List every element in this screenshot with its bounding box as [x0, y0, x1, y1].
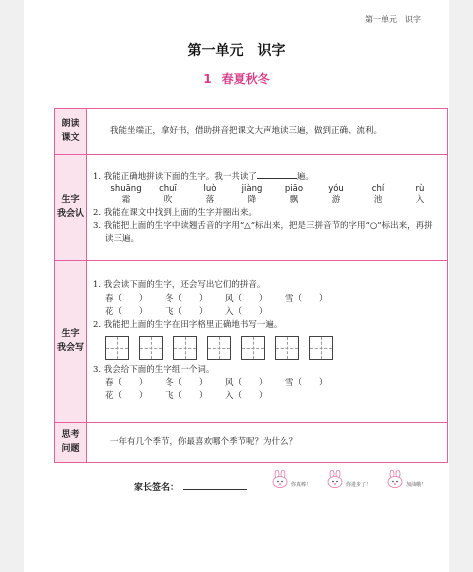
- row-read-aloud: [55, 109, 448, 155]
- bunny-sticker-icon: [385, 470, 405, 488]
- char-cell: chuī 吹: [159, 183, 177, 206]
- worksheet-page: [24, 0, 449, 572]
- pinyin-blank[interactable]: 飞（ ）: [165, 306, 208, 317]
- char-cell: shuāng 霜: [110, 183, 142, 206]
- tianzige-box[interactable]: [173, 336, 197, 360]
- label-recognize: 生字 我会认: [55, 155, 87, 261]
- tianzige-row: [93, 332, 441, 364]
- tianzige-box[interactable]: [241, 336, 265, 360]
- unit-title: 第一单元 识字: [187, 43, 286, 59]
- bunny-sticker-icon: [270, 470, 290, 488]
- read-count-blank[interactable]: [257, 169, 297, 179]
- signature-line[interactable]: [183, 480, 247, 490]
- pinyin-blank[interactable]: 入（ ）: [225, 306, 268, 317]
- sticker-1[interactable]: 你真棒！: [270, 470, 311, 488]
- word-blank[interactable]: 雪（ ）: [285, 378, 328, 389]
- char-cell: yóu 游: [328, 183, 344, 206]
- read-aloud-instruction: 我能坐端正，拿好书，借助拼音把课文大声地读三遍，做到正确、流利。: [110, 125, 383, 136]
- pinyin-character-grid: [93, 184, 441, 207]
- word-blank[interactable]: 入（ ）: [225, 391, 268, 402]
- word-blank[interactable]: 风（ ）: [225, 378, 268, 389]
- char-cell: jiàng 降: [241, 183, 263, 206]
- think-question: 一年有几个季节，你最喜欢哪个季节呢？为什么？: [110, 436, 298, 447]
- write-item-3: 3. 我会给下面的生字组一个词。: [93, 365, 215, 376]
- write-item-2: 2. 我能把上面的生字在田字格里正确地书写一遍。: [93, 319, 283, 330]
- tianzige-box[interactable]: [309, 336, 333, 360]
- bunny-sticker-icon: [325, 470, 345, 488]
- word-fill-row: [93, 377, 441, 390]
- tianzige-box[interactable]: [139, 336, 163, 360]
- label-read-aloud: 朗读 课文: [55, 109, 87, 155]
- label-think: 思考 问题: [55, 423, 87, 463]
- char-cell: rù 入: [415, 183, 425, 206]
- parent-signature: [134, 480, 247, 493]
- word-blank[interactable]: 花（ ）: [105, 391, 148, 402]
- recognize-item-2: 2. 我能在课文中找到上面的生字并圈出来。: [93, 207, 257, 218]
- pinyin-blank[interactable]: 雪（ ）: [285, 293, 328, 304]
- tianzige-box[interactable]: [275, 336, 299, 360]
- reward-stickers: [270, 470, 426, 488]
- recognize-item-3: 3. 我能把上面的生字中读翘舌音的字用“△”标出来，把是三拼音节的字用“○”标出来，再拼读三遍。: [93, 220, 433, 245]
- row-write: [55, 261, 448, 423]
- label-write: 生字 我会写: [55, 261, 87, 423]
- write-item-1: 1. 我会读下面的生字，还会写出它们的拼音。: [93, 280, 266, 291]
- word-blank[interactable]: 冬（ ）: [165, 378, 208, 389]
- running-header: 第一单元 识字: [365, 15, 421, 24]
- sticker-2[interactable]: 你进步了！: [325, 470, 371, 488]
- tianzige-box[interactable]: [105, 336, 129, 360]
- pinyin-blank[interactable]: 春（ ）: [105, 293, 148, 304]
- row-recognize: [55, 155, 448, 261]
- exercise-table: [54, 108, 448, 463]
- char-cell: chí 池: [371, 183, 385, 206]
- word-blank[interactable]: 春（ ）: [105, 378, 148, 389]
- char-cell: piāo 飘: [284, 183, 304, 206]
- word-fill-row: [93, 390, 441, 403]
- char-cell: luò 落: [203, 183, 217, 206]
- word-blank[interactable]: 飞（ ）: [165, 391, 208, 402]
- pinyin-blank[interactable]: 花（ ）: [105, 306, 148, 317]
- lesson-number: 1: [203, 72, 212, 86]
- sticker-3[interactable]: 加油哦！: [385, 470, 426, 488]
- lesson-name: 春夏秋冬: [221, 72, 270, 86]
- row-think: [55, 423, 448, 463]
- recognize-item-1: 1. 我能正确地拼读下面的生字。我一共读了 遍。: [93, 169, 441, 184]
- signature-label: 家长签名：: [134, 483, 180, 493]
- tianzige-box[interactable]: [207, 336, 231, 360]
- lesson-title: [24, 70, 449, 87]
- pinyin-fill-row: [93, 306, 441, 319]
- pinyin-fill-row: [93, 293, 441, 306]
- pinyin-blank[interactable]: 冬（ ）: [165, 293, 208, 304]
- pinyin-blank[interactable]: 风（ ）: [225, 293, 268, 304]
